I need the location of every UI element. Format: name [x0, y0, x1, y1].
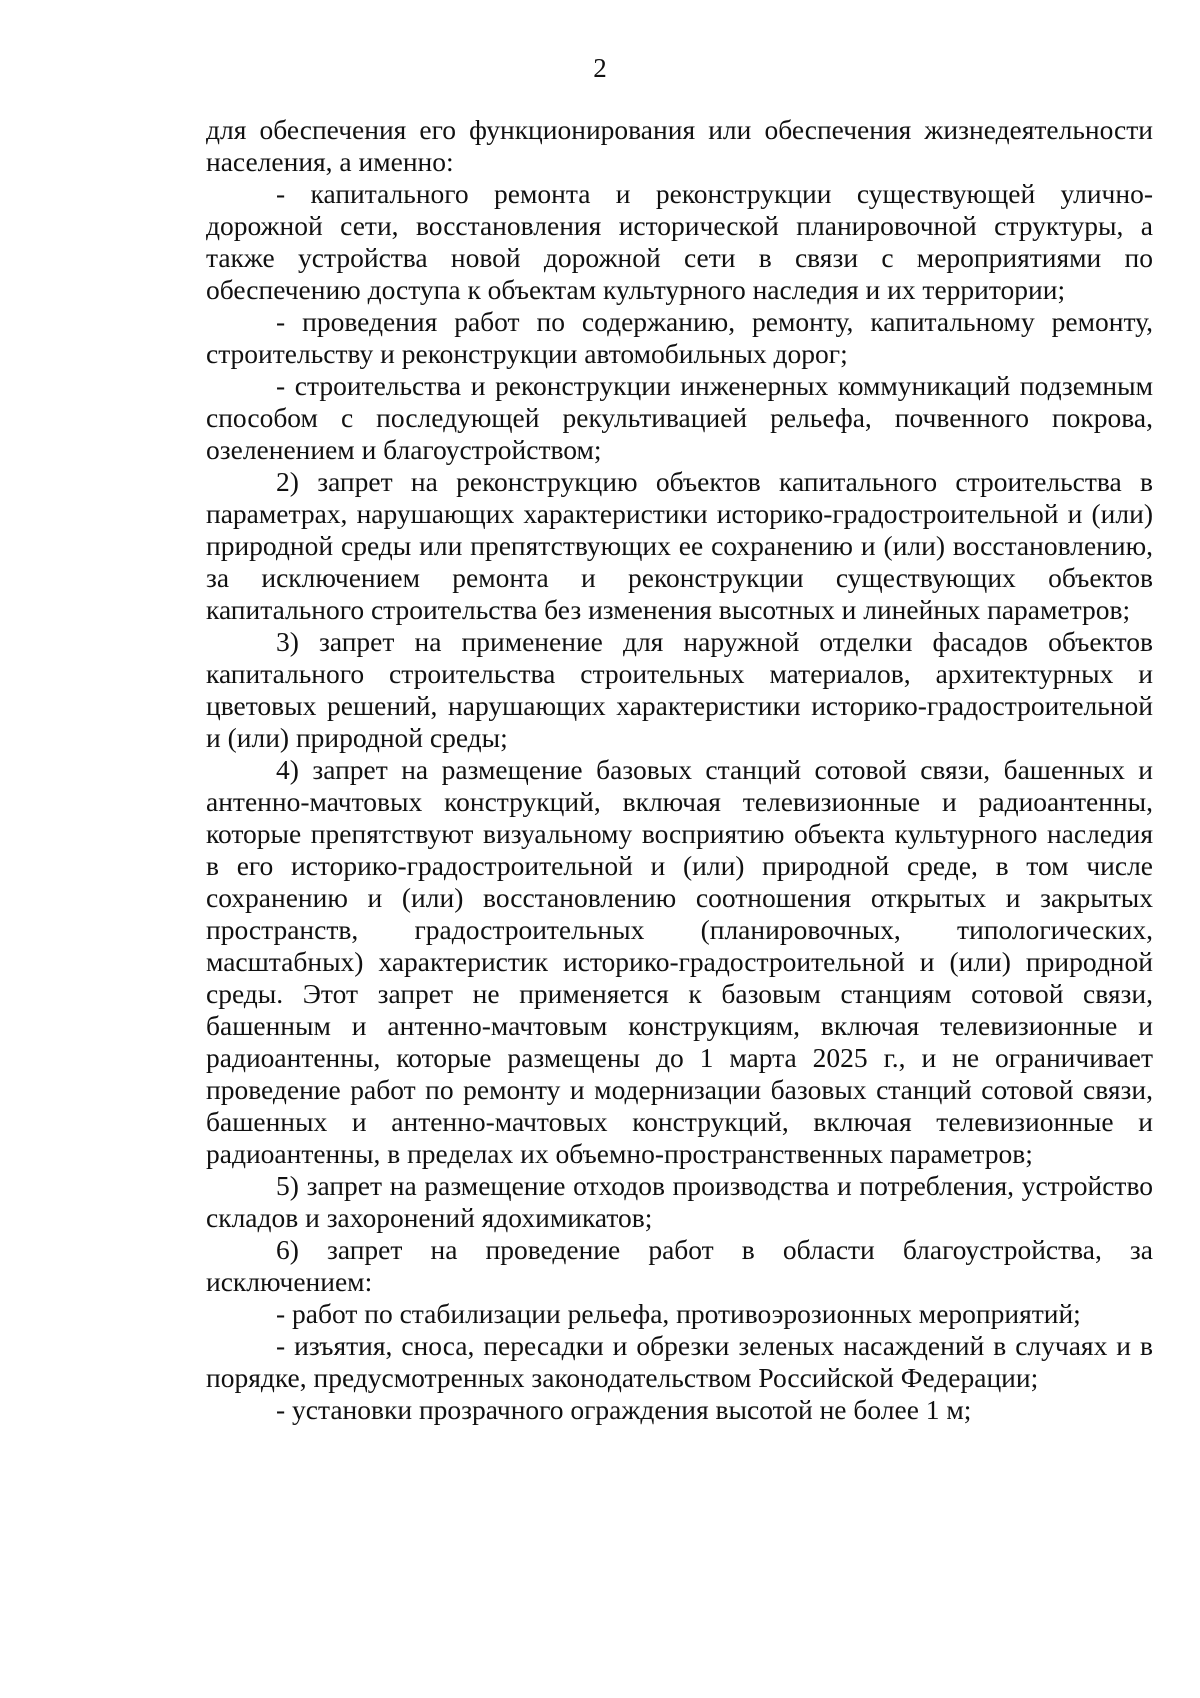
paragraph-item-6: 6) запрет на проведение работ в области благоустройства, за исключением:: [206, 1234, 1153, 1297]
paragraph-dash-item: - проведения работ по содержанию, ремонту, капитальному ремонту, строительству и реконструкции автомобильных дорог;: [206, 306, 1153, 369]
paragraph-dash-item: - установки прозрачного ограждения высотой не более 1 м;: [276, 1394, 972, 1425]
paragraph-dash-item: - изъятия, сноса, пересадки и обрезки зеленых насаждений в случаях и в порядке, предусмотренных законодательством Российской Федерации;: [206, 1330, 1153, 1393]
paragraph-dash-item: - капитального ремонта и реконструкции существующей улично-дорожной сети, восстановления исторической планировочной структуры, а также устройства новой дорожной сети в связи с мероприятиями по обеспечению доступа к объектам культурного наследия и их территории;: [206, 178, 1153, 305]
paragraph-item-2: 2) запрет на реконструкцию объектов капитального строительства в параметрах, нарушающих характеристики историко-градостроительной и (или) природной среды или препятствующих ее сохранению и (или) восстановлению, за исключением ремонта и реконструкции существующих объектов капитального строительства без изменения высотных и линейных параметров;: [206, 466, 1153, 625]
paragraph-item-4: 4) запрет на размещение базовых станций сотовой связи, башенных и антенно-мачтовых конструкций, включая телевизионные и радиоантенны, которые препятствуют визуальному восприятию объекта культурного наследия в его историко-градостроительной и (или) природной среде, в том числе сохранению и (или) восстановлению соотношения открытых и закрытых пространств, градостроительных (планировочных, типологических, масштабных) характеристик историко-градостроительной и (или) природной среды. Этот запрет не применяется к базовым станциям сотовой связи, башенным и антенно-мачтовым конструкциям, включая телевизионные и радиоантенны, которые размещены до 1 марта 2025 г., и не ограничивает проведение работ по ремонту и модернизации базовых станций сотовой связи, башенных и антенно-мачтовых конструкций, включая телевизионные и радиоантенны, в пределах их объемно-пространственных параметров;: [206, 754, 1153, 1169]
paragraph-item-5: 5) запрет на размещение отходов производства и потребления, устройство складов и захоронений ядохимикатов;: [206, 1170, 1153, 1233]
paragraph-dash-item: - строительства и реконструкции инженерных коммуникаций подземным способом с последующей рекультивацией рельефа, почвенного покрова, озеленением и благоустройством;: [206, 370, 1153, 465]
paragraph-continuation: для обеспечения его функционирования или обеспечения жизнедеятельности населения, а именно:: [206, 114, 1153, 177]
paragraph-dash-item: - работ по стабилизации рельефа, противоэрозионных мероприятий;: [276, 1298, 1081, 1329]
page-number: 2: [593, 53, 607, 83]
document-body: [206, 114, 1153, 1426]
paragraph-item-3: 3) запрет на применение для наружной отделки фасадов объектов капитального строительства строительных материалов, архитектурных и цветовых решений, нарушающих характеристики историко-градостроительной и (или) природной среды;: [206, 626, 1153, 753]
